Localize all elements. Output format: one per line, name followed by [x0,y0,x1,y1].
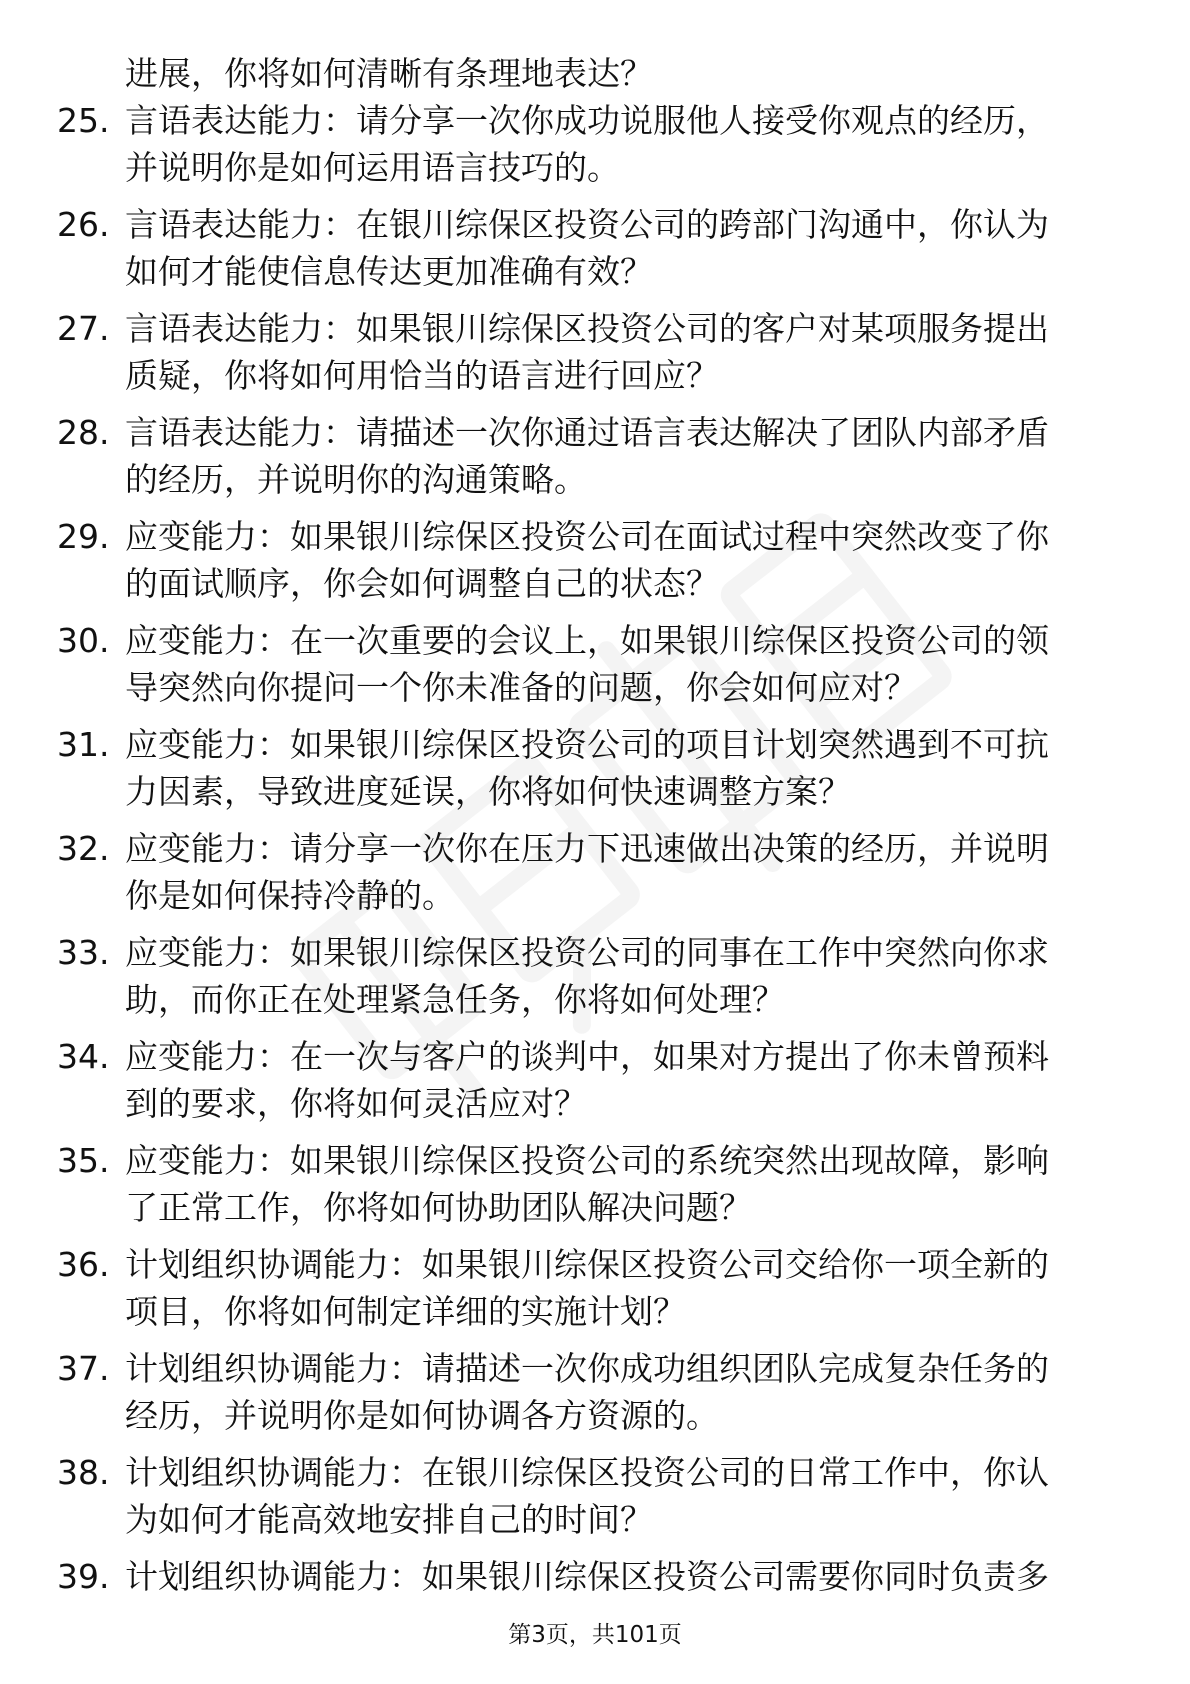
question-line: 并说明你是如何运用语言技巧的。 [125,148,620,187]
question-number: 25. [57,101,110,140]
question-number: 27. [57,309,110,348]
question-number: 31. [57,725,110,764]
question-text [125,409,1125,503]
question-item [0,1137,1190,1241]
question-text [125,825,1125,919]
question-item [0,1345,1190,1449]
question-line: 经历，并说明你是如何协调各方资源的。 [125,1396,719,1435]
question-text [125,929,1125,1023]
question-line: 言语表达能力：请描述一次你通过语言表达解决了团队内部矛盾 [125,413,1049,452]
question-number: 36. [57,1245,110,1284]
question-item [0,97,1190,201]
question-text [125,201,1125,295]
question-line: 计划组织协调能力：如果银川综保区投资公司交给你一项全新的 [125,1245,1049,1284]
question-item [0,721,1190,825]
question-number: 35. [57,1141,110,1180]
question-list [0,97,1190,1657]
question-item [0,1449,1190,1553]
question-line: 言语表达能力：如果银川综保区投资公司的客户对某项服务提出 [125,309,1049,348]
continuation-text: 进展，你将如何清晰有条理地表达？ [125,54,653,93]
question-item [0,409,1190,513]
question-number: 32. [57,829,110,868]
question-line: 如何才能使信息传达更加准确有效？ [125,252,653,291]
question-item [0,929,1190,1033]
question-item [0,617,1190,721]
question-line: 言语表达能力：在银川综保区投资公司的跨部门沟通中，你认为 [125,205,1049,244]
question-item [0,305,1190,409]
question-line: 的经历，并说明你的沟通策略。 [125,460,587,499]
question-line: 为如何才能高效地安排自己的时间？ [125,1500,653,1539]
question-line: 助，而你正在处理紧急任务，你将如何处理？ [125,980,785,1019]
question-line: 导突然向你提问一个你未准备的问题，你会如何应对？ [125,668,917,707]
question-number: 33. [57,933,110,972]
question-line: 应变能力：如果银川综保区投资公司的系统突然出现故障，影响 [125,1141,1049,1180]
question-line: 应变能力：如果银川综保区投资公司的项目计划突然遇到不可抗 [125,725,1049,764]
question-text [125,1137,1125,1231]
question-line: 你是如何保持冷静的。 [125,876,455,915]
question-line: 计划组织协调能力：在银川综保区投资公司的日常工作中，你认 [125,1453,1049,1492]
question-line: 质疑，你将如何用恰当的语言进行回应？ [125,356,719,395]
question-text [125,305,1125,399]
question-text [125,617,1125,711]
question-line: 应变能力：如果银川综保区投资公司的同事在工作中突然向你求 [125,933,1049,972]
question-line: 到的要求，你将如何灵活应对？ [125,1084,587,1123]
question-number: 29. [57,517,110,556]
question-text [125,1241,1125,1335]
question-text [125,97,1125,191]
question-line: 应变能力：在一次重要的会议上，如果银川综保区投资公司的领 [125,621,1049,660]
question-item [0,201,1190,305]
question-number: 38. [57,1453,110,1492]
question-line: 力因素，导致进度延误，你将如何快速调整方案？ [125,772,851,811]
question-line: 项目，你将如何制定详细的实施计划？ [125,1292,686,1331]
question-line: 应变能力：如果银川综保区投资公司在面试过程中突然改变了你 [125,517,1049,556]
question-item [0,1033,1190,1137]
question-number: 30. [57,621,110,660]
question-number: 34. [57,1037,110,1076]
question-item [0,1241,1190,1345]
page-footer: 第3页，共101页 [508,1622,682,1648]
question-text [125,1345,1125,1439]
question-number: 39. [57,1557,110,1596]
question-line: 计划组织协调能力：如果银川综保区投资公司需要你同时负责多 [125,1557,1049,1596]
question-text [125,721,1125,815]
question-number: 26. [57,205,110,244]
question-line: 了正常工作，你将如何协助团队解决问题？ [125,1188,752,1227]
question-line: 的面试顺序，你会如何调整自己的状态？ [125,564,719,603]
question-text [125,513,1125,607]
question-text [125,1033,1125,1127]
question-line: 应变能力：在一次与客户的谈判中，如果对方提出了你未曾预料 [125,1037,1049,1076]
question-item [0,825,1190,929]
question-line: 计划组织协调能力：请描述一次你成功组织团队完成复杂任务的 [125,1349,1049,1388]
question-line: 言语表达能力：请分享一次你成功说服他人接受你观点的经历， [125,101,1049,140]
question-text [125,1553,1125,1600]
question-line: 应变能力：请分享一次你在压力下迅速做出决策的经历，并说明 [125,829,1049,868]
question-text [125,1449,1125,1543]
question-number: 37. [57,1349,110,1388]
question-number: 28. [57,413,110,452]
question-item [0,513,1190,617]
